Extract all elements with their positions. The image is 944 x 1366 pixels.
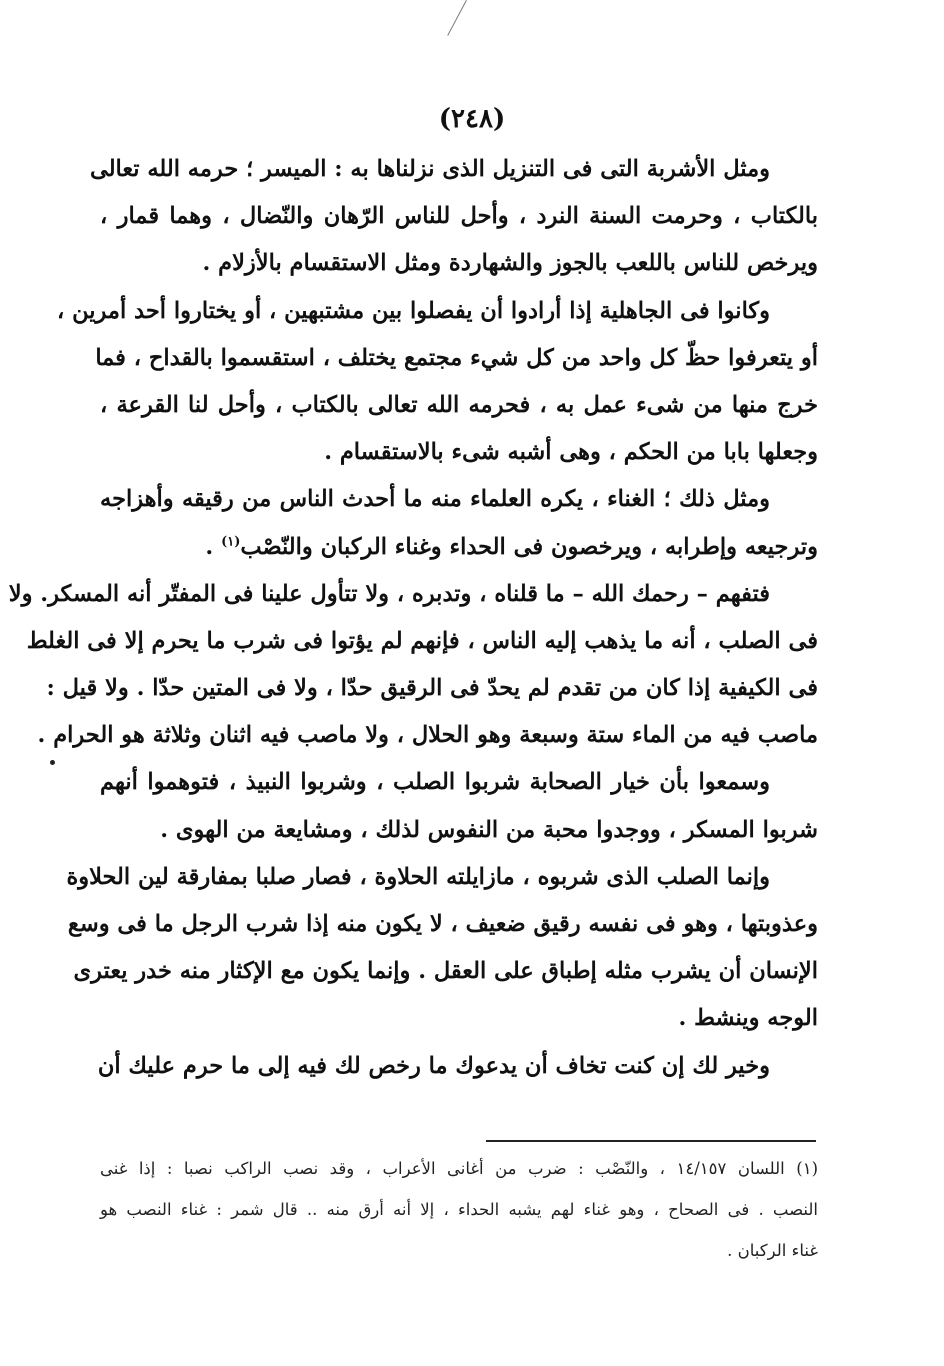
- line-text: ومثل ذلك ؛ الغناء ، يكره العلماء منه ما أحدث الناس من رقيقه وأهزاجه: [100, 486, 770, 513]
- line-text: ويرخص للناس باللعب بالجوز والشهاردة ومثل الاستقسام بالأزلام .: [202, 250, 818, 277]
- line-text: فى الصلب ، أنه ما يذهب إليه الناس ، فإنهم لم يؤتوا فى شرب ما يحرم إلا فى الغلط: [26, 627, 818, 654]
- text-line: [97, 1043, 818, 1090]
- text-line: [100, 759, 818, 806]
- text-line: [46, 665, 818, 712]
- line-text: وجعلها بابا من الحكم ، وهى أشبه شىء بالاستقسام .: [324, 439, 818, 466]
- text-line: [95, 335, 818, 382]
- main-text: [8, 146, 818, 1090]
- text-line: [8, 571, 818, 618]
- text-line: [89, 146, 818, 193]
- text-line: [26, 618, 818, 665]
- line-text: الإنسان أن يشرب مثله إطباق على العقل . وإنما يكون مع الإكثار منه خدر يعترى: [73, 958, 818, 985]
- text-line: [57, 288, 818, 335]
- line-text: وإنما الصلب الذى شربوه ، مازايلته الحلاوة ، فصار صلبا بمفارقة لين الحلاوة: [66, 863, 770, 890]
- page-number: (٢٤٨): [438, 104, 506, 134]
- text-line: [100, 382, 818, 429]
- line-text: وسمعوا بأن خيار الصحابة شربوا الصلب ، وشربوا النبيذ ، فتوهموا أنهم: [100, 769, 770, 796]
- line-text: الوجه وينشط .: [678, 1005, 818, 1032]
- text-line: [67, 901, 818, 948]
- text-line: [66, 854, 818, 901]
- text-line: [100, 995, 818, 1042]
- text-line: [37, 712, 818, 759]
- text-line: [73, 948, 818, 995]
- footnote-line: غناء الركبان .: [727, 1241, 818, 1260]
- footnote-line: (١) اللسان ١٤/١٥٧ ، والنّصْب : ضرب من أغانى الأعراب ، وقد نصب الراكب نصبا : إذا غنى: [100, 1159, 818, 1178]
- footnotes: [100, 1148, 818, 1271]
- line-text: أو يتعرفوا حظّ كل واحد من كل شيء مجتمع يختلف ، استقسموا بالقداح ، فما: [95, 344, 818, 371]
- scan-mark: [447, 0, 467, 36]
- line-text: شربوا المسكر ، ووجدوا محبة من النفوس لذلك ، ومشايعة من الهوى .: [160, 816, 818, 843]
- line-text: خرج منها من شىء عمل به ، فحرمه الله تعالى بالكتاب ، وأحل لنا القرعة ،: [100, 391, 818, 418]
- line-text: وكانوا فى الجاهلية إذا أرادوا أن يفصلوا بين مشتبهين ، أو يختاروا أحد أمرين ،: [57, 297, 770, 324]
- line-tail: .: [205, 533, 222, 560]
- text-line: [100, 807, 818, 854]
- text-line: [100, 476, 818, 523]
- line-text: وخير لك إن كنت تخاف أن يدعوك ما رخص لك فيه إلى ما حرم عليك أن: [97, 1052, 770, 1079]
- footnote-line: النصب . فى الصحاح ، وهو غناء لهم يشبه الحداء ، إلا أنه أرق منه .. قال شمر : غناء النصب هو: [100, 1200, 818, 1219]
- text-line: [100, 524, 818, 571]
- line-text: بالكتاب ، وحرمت السنة النرد ، وأحل للناس الرّهان والنّضال ، وهما قمار ،: [100, 203, 818, 230]
- footnote-separator: [486, 1140, 816, 1142]
- line-text: فى الكيفية إذا كان من تقدم لم يحدّ فى الرقيق حدّا ، ولا فى المتين حدّا . ولا قيل :: [46, 675, 818, 702]
- line-text: وعذوبتها ، وهو فى نفسه رقيق ضعيف ، لا يكون منه إذا شرب الرجل ما فى وسع: [67, 911, 818, 937]
- text-line: [100, 240, 818, 287]
- text-line: [100, 193, 818, 240]
- margin-dot: [50, 760, 55, 765]
- footnote-reference: (١): [221, 534, 241, 549]
- line-text: وترجيعه وإطرابه ، ويرخصون فى الحداء وغناء الركبان والنّصْب: [240, 533, 818, 560]
- line-text: ماصب فيه من الماء ستة وسبعة وهو الحلال ، ولا ماصب فيه اثنان وثلاثة هو الحرام .: [37, 722, 818, 749]
- line-text: ومثل الأشربة التى فى التنزيل الذى نزلناها به : الميسر ؛ حرمه الله تعالى: [89, 156, 770, 182]
- line-text: فتفهم – رحمك الله – ما قلناه ، وتدبره ، ولا تتأول علينا فى المفتّر أنه المسكر. ولا: [8, 580, 770, 607]
- text-line: [100, 429, 818, 476]
